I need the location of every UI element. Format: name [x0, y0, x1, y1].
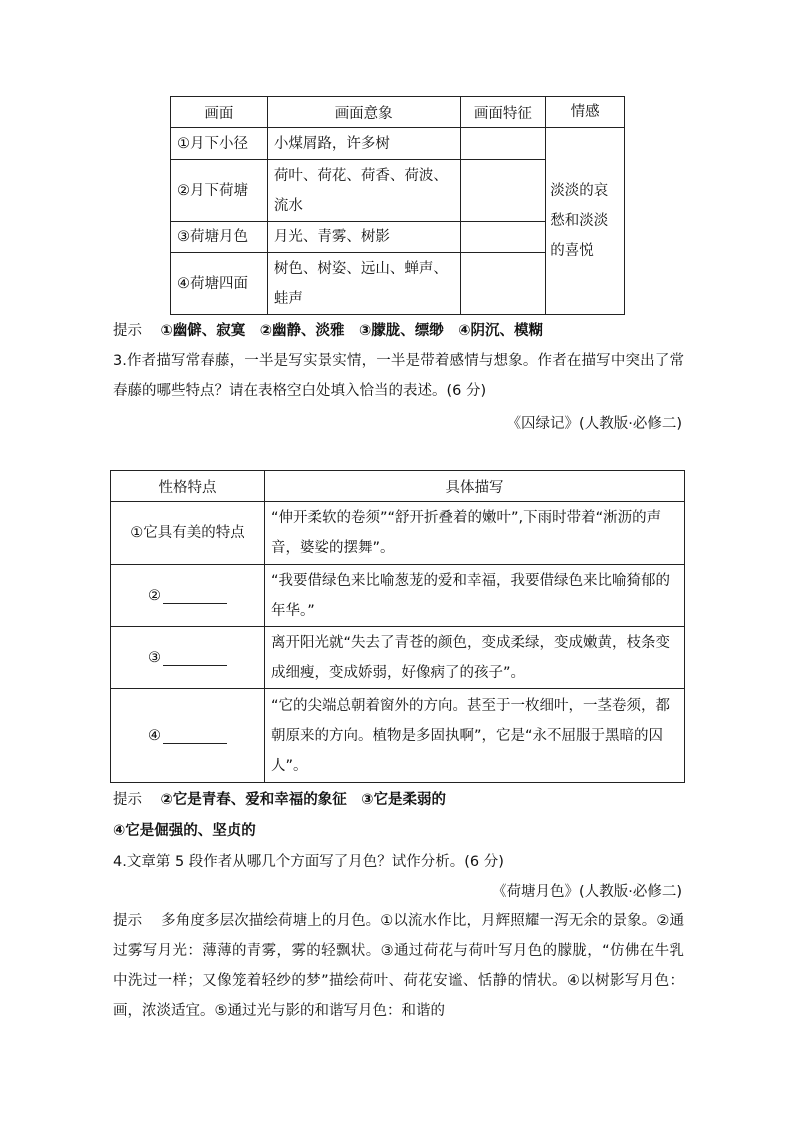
hint-text: ②它是青春、爱和幸福的象征 ③它是柔弱的 [160, 792, 446, 808]
trait-number: ③ [148, 649, 161, 666]
imagery-cell: 月光、青雾、树影 [267, 222, 460, 253]
trait-number: ② [148, 587, 161, 604]
description-cell: “我要借绿色来比喻葱茏的爱和幸福，我要借绿色来比喻猗郁的年华。” [265, 565, 685, 627]
hint-text: 多角度多层次描绘荷塘上的月色。①以流水作比，月辉照耀一泻无余的景象。②通过雾写月光：薄薄的青雾，雾的轻飘状。③通过荷花与荷叶写月色的朦胧，“仿佛在牛乳中洗过一样；又像笼着轻纱的梦”描绘荷叶、荷花安谧、恬静的情状。④以树影写月色：画，浓淡适宜。⑤通过光与影的和谐写月色：和谐的 [113, 913, 685, 1019]
table-row [111, 502, 685, 565]
hint-paragraph [113, 906, 684, 1026]
hint-label: 提示 [113, 913, 143, 929]
imagery-cell: 荷叶、荷花、荷香、荷波、流水 [267, 160, 460, 222]
feature-cell [460, 128, 546, 160]
emotion-cell: 淡淡的哀愁和淡淡的喜悦 [546, 128, 625, 315]
trait-cell [111, 627, 265, 689]
table-row [171, 128, 625, 160]
trait-cell [111, 689, 265, 783]
scene-cell: ①月下小径 [171, 128, 268, 160]
header-cell: 具体描写 [265, 471, 685, 502]
trait-cell [111, 565, 265, 627]
header-cell: 画面意象 [267, 97, 460, 128]
hint-line [113, 319, 684, 340]
header-cell: 画面特征 [460, 97, 546, 128]
hint-text: ④它是倔强的、坚贞的 [113, 823, 256, 839]
source-citation: 《荷塘月色》(人教版·必修二) [492, 884, 682, 900]
trait-number: ④ [148, 727, 161, 744]
hint-label: 提示 [113, 323, 142, 339]
description-cell: “伸开柔软的卷须”“舒开折叠着的嫩叶”,下雨时带着“淅沥的声音，婆娑的摆舞”。 [265, 502, 685, 565]
hint-line [113, 788, 684, 809]
answer-blank[interactable] [163, 727, 227, 744]
table-row [111, 565, 685, 627]
trait-cell: ①它具有美的特点 [111, 502, 265, 565]
answer-blank[interactable] [163, 587, 227, 604]
question-4: 4.文章第 5 段作者从哪几个方面写了月色？试作分析。(6 分) [113, 854, 504, 870]
table-header-row [111, 471, 685, 502]
feature-cell [460, 222, 546, 253]
trait-description-table [110, 470, 685, 783]
header-cell: 性格特点 [111, 471, 265, 502]
header-cell: 画面 [171, 97, 268, 128]
table-row [111, 627, 685, 689]
hint-label: 提示 [113, 792, 142, 808]
answer-blank[interactable] [163, 649, 227, 666]
description-cell: “它的尖端总朝着窗外的方向。甚至于一枚细叶，一茎卷须，都朝原来的方向。植物是多固执啊”，它是“永不屈服于黑暗的囚人”。 [265, 689, 685, 783]
scene-cell: ③荷塘月色 [171, 222, 268, 253]
feature-cell [460, 253, 546, 315]
imagery-cell: 树色、树姿、远山、蝉声、蛙声 [267, 253, 460, 315]
scene-cell: ②月下荷塘 [171, 160, 268, 222]
source-citation: 《囚绿记》(人教版·必修二) [506, 416, 682, 432]
description-cell: 离开阳光就“失去了青苍的颜色，变成柔绿，变成嫩黄，枝条变成细瘦，变成娇弱，好像病了的孩子”。 [265, 627, 685, 689]
feature-cell [460, 160, 546, 222]
header-cell: 情感 [546, 97, 625, 128]
table-header-row [171, 97, 625, 128]
hint-text: ①幽僻、寂寞 ②幽静、淡雅 ③朦胧、缥缈 ④阴沉、模糊 [160, 323, 544, 339]
table-row [111, 689, 685, 783]
question-3: 3.作者描写常春藤，一半是写实景实情，一半是带着感情与想象。作者在描写中突出了常春藤的哪些特点？请在表格空白处填入恰当的表述。(6 分) [113, 353, 684, 399]
scene-analysis-table [170, 96, 625, 315]
scene-cell: ④荷塘四面 [171, 253, 268, 315]
imagery-cell: 小煤屑路，许多树 [267, 128, 460, 160]
